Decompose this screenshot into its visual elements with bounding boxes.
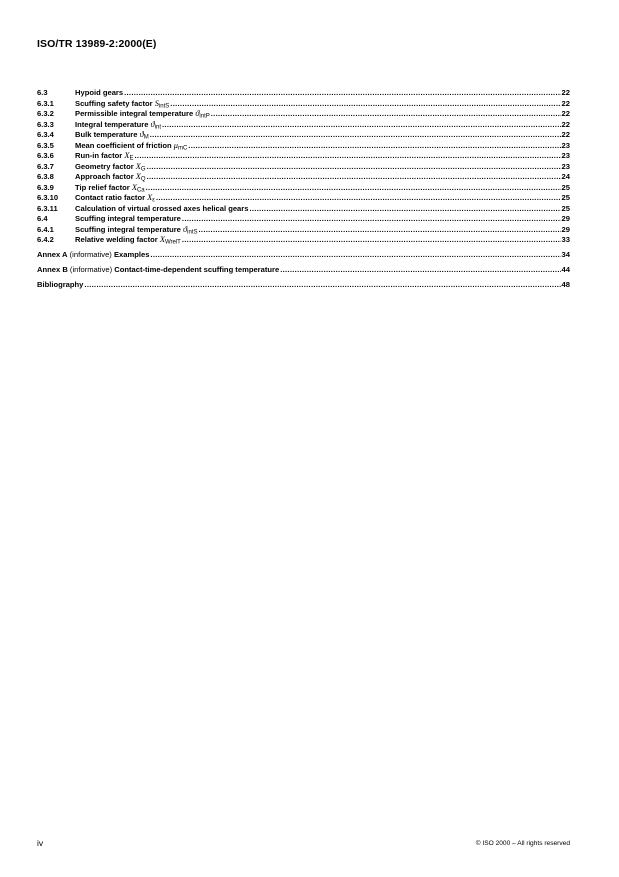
toc-number: 6.3.6 bbox=[37, 151, 54, 160]
dot-leader bbox=[146, 183, 561, 194]
dot-leader bbox=[84, 280, 560, 291]
toc-title: Scuffing safety factor $S_{intS}$ bbox=[75, 98, 170, 109]
math-symbol: $S_{intS}$ bbox=[154, 98, 170, 109]
toc-page: 22 bbox=[561, 109, 570, 118]
toc-number: 6.3.8 bbox=[37, 172, 54, 181]
toc-number: 6.3.4 bbox=[37, 130, 54, 139]
toc-number: 6.3.10 bbox=[37, 193, 59, 202]
toc-number: 6.4.1 bbox=[37, 224, 54, 234]
toc-number: 6.3.11 bbox=[37, 203, 58, 213]
toc-number: 6.3.1 bbox=[37, 98, 54, 108]
toc-page: 25 bbox=[561, 193, 570, 202]
toc-row-annex-a[interactable] bbox=[37, 250, 570, 261]
toc-title: Permissible integral temperature $ϑ_{intP}$ bbox=[75, 109, 210, 120]
math-symbol: $X_\varepsilon$ bbox=[147, 193, 155, 204]
toc-page: 23 bbox=[561, 140, 570, 150]
math-symbol: $ϑ_{intS}$ bbox=[183, 224, 198, 235]
dot-leader bbox=[147, 172, 561, 183]
toc-title: Approach factor $X_Q$ bbox=[75, 172, 146, 183]
toc-row-6-3-2[interactable] bbox=[37, 109, 570, 120]
toc-number: 6.3 bbox=[37, 88, 48, 97]
toc-title: Bibliography bbox=[37, 280, 84, 289]
table-of-contents bbox=[37, 88, 570, 291]
math-symbol: $X_Q$ bbox=[135, 172, 146, 183]
dot-leader bbox=[249, 204, 560, 215]
toc-title: Run-in factor $X_E$ bbox=[75, 151, 134, 162]
toc-row-6-4-2[interactable] bbox=[37, 235, 570, 246]
math-symbol: $ϑ_{intP}$ bbox=[195, 109, 210, 120]
toc-number: 6.3.5 bbox=[37, 140, 54, 150]
dot-leader bbox=[135, 151, 561, 162]
dot-leader bbox=[124, 88, 560, 99]
copyright-notice: © ISO 2000 – All rights reserved bbox=[475, 840, 570, 847]
toc-page: 23 bbox=[561, 161, 570, 171]
dot-leader bbox=[199, 225, 561, 236]
toc-page: 33 bbox=[561, 235, 570, 244]
toc-title: Geometry factor $X_G$ bbox=[75, 161, 146, 172]
math-symbol: $\mu_{mC}$ bbox=[173, 140, 188, 151]
toc-title: Contact ratio factor $X_\varepsilon$ bbox=[75, 193, 155, 204]
dot-leader bbox=[162, 120, 561, 131]
toc-row-annex-b[interactable] bbox=[37, 265, 570, 276]
toc-row-6-3-1[interactable] bbox=[37, 99, 570, 110]
toc-title: Calculation of virtual crossed axes helical gears bbox=[75, 203, 249, 213]
toc-row-6-3-6[interactable] bbox=[37, 151, 570, 162]
toc-title: Scuffing integral temperature bbox=[75, 214, 181, 223]
toc-page: 22 bbox=[561, 119, 570, 129]
toc-number: 6.3.3 bbox=[37, 119, 54, 129]
toc-page: 25 bbox=[561, 182, 570, 192]
toc-row-6-3-9[interactable] bbox=[37, 183, 570, 194]
toc-title: Bulk temperature $ϑ_M$ bbox=[75, 130, 149, 141]
toc-row-6-3-8[interactable] bbox=[37, 172, 570, 183]
toc-number: 6.3.2 bbox=[37, 109, 54, 118]
toc-page: 24 bbox=[561, 172, 570, 181]
toc-number: 6.4.2 bbox=[37, 235, 54, 244]
dot-leader bbox=[156, 193, 561, 204]
toc-row-6-3-7[interactable] bbox=[37, 162, 570, 173]
toc-page: 34 bbox=[561, 250, 570, 259]
toc-page: 48 bbox=[561, 280, 570, 289]
document-header: ISO/TR 13989-2:2000(E) bbox=[37, 38, 157, 50]
toc-title: Mean coefficient of friction $\mu_{mC}$ bbox=[75, 140, 188, 151]
toc-page: 29 bbox=[561, 214, 570, 223]
math-symbol: $X_E$ bbox=[124, 151, 134, 162]
math-symbol: $ϑ_{int}$ bbox=[150, 119, 162, 130]
toc-number: 6.3.7 bbox=[37, 161, 54, 171]
toc-row-6-4-1[interactable] bbox=[37, 225, 570, 236]
toc-row-6-3-11[interactable] bbox=[37, 204, 570, 215]
toc-page: 29 bbox=[561, 224, 570, 234]
dot-leader bbox=[170, 99, 560, 110]
math-symbol: $X_{WrelT}$ bbox=[159, 235, 181, 246]
toc-title: Annex B (informative) Contact-time-dependent scuffing temperature bbox=[37, 265, 280, 274]
toc-title: Relative welding factor $X_{WrelT}$ bbox=[75, 235, 181, 246]
toc-row-6-3-4[interactable] bbox=[37, 130, 570, 141]
dot-leader bbox=[182, 235, 561, 246]
dot-leader bbox=[150, 130, 561, 141]
dot-leader bbox=[211, 109, 561, 120]
toc-title: Scuffing integral temperature $ϑ_{intS}$ bbox=[75, 224, 198, 235]
toc-row-bibliography[interactable] bbox=[37, 280, 570, 291]
toc-title: Annex A (informative) Examples bbox=[37, 250, 150, 259]
math-symbol: $X_G$ bbox=[135, 161, 146, 172]
dot-leader bbox=[147, 162, 561, 173]
toc-title: Integral temperature $ϑ_{int}$ bbox=[75, 119, 162, 130]
toc-title: Tip relief factor $X_{Ca}$ bbox=[75, 182, 145, 193]
toc-row-6-3-3[interactable] bbox=[37, 120, 570, 131]
dot-leader bbox=[182, 214, 561, 225]
math-symbol: $ϑ_M$ bbox=[139, 130, 149, 141]
page-number: iv bbox=[37, 838, 44, 848]
toc-number: 6.4 bbox=[37, 214, 48, 223]
dot-leader bbox=[188, 141, 560, 152]
dot-leader bbox=[150, 250, 560, 261]
toc-page: 25 bbox=[561, 203, 570, 213]
toc-page: 22 bbox=[561, 98, 570, 108]
toc-number: 6.3.9 bbox=[37, 182, 54, 192]
math-symbol: $X_{Ca}$ bbox=[131, 182, 145, 193]
dot-leader bbox=[280, 265, 560, 276]
toc-row-6-4[interactable] bbox=[37, 214, 570, 225]
toc-page: 22 bbox=[561, 130, 570, 139]
toc-page: 44 bbox=[561, 265, 570, 274]
toc-row-6-3[interactable] bbox=[37, 88, 570, 99]
toc-page: 22 bbox=[561, 88, 570, 97]
toc-title: Hypoid gears bbox=[75, 88, 124, 97]
toc-row-6-3-10[interactable] bbox=[37, 193, 570, 204]
toc-page: 23 bbox=[561, 151, 570, 160]
toc-row-6-3-5[interactable] bbox=[37, 141, 570, 152]
